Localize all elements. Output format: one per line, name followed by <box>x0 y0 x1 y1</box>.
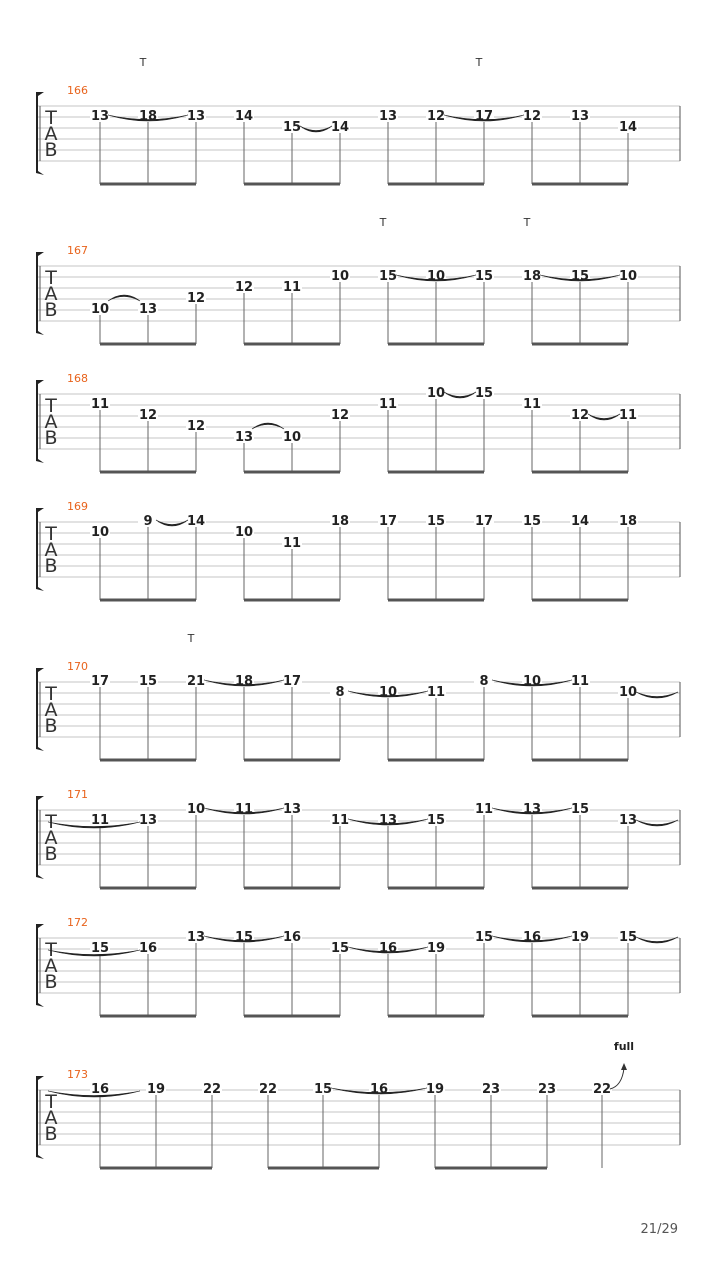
fret-number: 15 <box>570 802 590 817</box>
fret-number: 13 <box>570 109 590 124</box>
tab-clef-t: T <box>45 523 57 545</box>
fret-number: 13 <box>378 813 398 828</box>
fret-number: 14 <box>330 120 350 135</box>
beam <box>532 759 628 762</box>
tab-system <box>36 216 680 346</box>
fret-number: 22 <box>202 1082 222 1097</box>
fret-number: 13 <box>138 302 158 317</box>
beam <box>244 183 340 186</box>
tab-system <box>36 500 680 602</box>
fret-number: 13 <box>90 109 110 124</box>
fret-number: 11 <box>378 397 398 412</box>
beam <box>388 1015 484 1018</box>
fret-number: 15 <box>234 930 254 945</box>
bar-number: 171 <box>67 788 88 801</box>
beam <box>532 471 628 474</box>
fret-number: 14 <box>618 120 638 135</box>
tap-marker: T <box>139 56 147 69</box>
fret-number: 10 <box>522 674 542 689</box>
beam <box>388 343 484 346</box>
fret-number: 14 <box>234 109 254 124</box>
beam <box>244 1015 340 1018</box>
fret-number: 18 <box>618 514 638 529</box>
fret-number: 17 <box>90 674 110 689</box>
beam <box>388 471 484 474</box>
fret-number: 10 <box>330 269 350 284</box>
fret-number: 23 <box>537 1082 557 1097</box>
bar-number: 166 <box>67 84 88 97</box>
fret-number: 13 <box>186 109 206 124</box>
fret-number: 12 <box>570 408 590 423</box>
fret-number: 15 <box>138 674 158 689</box>
page-number: 21/29 <box>640 1222 678 1237</box>
fret-number: 13 <box>138 813 158 828</box>
beam <box>100 887 196 890</box>
beam <box>532 343 628 346</box>
fret-number: 10 <box>426 386 446 401</box>
tab-system <box>36 916 680 1018</box>
fret-number: 11 <box>330 813 350 828</box>
fret-number: 16 <box>90 1082 110 1097</box>
fret-number: 10 <box>282 430 302 445</box>
fret-number: 12 <box>186 291 206 306</box>
tab-clef-b: B <box>44 299 58 321</box>
fret-number: 10 <box>186 802 206 817</box>
tab-clef-b: B <box>44 1123 58 1145</box>
fret-number: 18 <box>522 269 542 284</box>
fret-number: 16 <box>522 930 542 945</box>
tab-clef-t: T <box>45 811 57 833</box>
slur <box>588 414 620 420</box>
slur <box>444 392 476 398</box>
fret-number: 12 <box>138 408 158 423</box>
tap-marker: T <box>523 216 531 229</box>
fret-number: 15 <box>426 813 446 828</box>
fret-number: 15 <box>90 941 110 956</box>
slur <box>252 423 284 429</box>
beam <box>268 1167 379 1170</box>
fret-number: 16 <box>138 941 158 956</box>
fret-number: 8 <box>335 685 345 700</box>
beam <box>100 343 196 346</box>
fret-number: 15 <box>378 269 398 284</box>
fret-number: 12 <box>186 419 206 434</box>
fret-number: 19 <box>146 1082 166 1097</box>
fret-number: 11 <box>618 408 638 423</box>
fret-number: 16 <box>369 1082 389 1097</box>
fret-number: 15 <box>474 269 494 284</box>
beam <box>532 1015 628 1018</box>
fret-number: 10 <box>234 525 254 540</box>
fret-number: 15 <box>426 514 446 529</box>
fret-number: 13 <box>282 802 302 817</box>
tab-system <box>36 1040 680 1170</box>
fret-number: 18 <box>234 674 254 689</box>
tap-marker: T <box>379 216 387 229</box>
bar-number: 168 <box>67 372 88 385</box>
slur <box>300 126 332 132</box>
fret-number: 13 <box>618 813 638 828</box>
tab-clef-a: A <box>44 827 58 849</box>
fret-number: 15 <box>570 269 590 284</box>
beam <box>244 599 340 602</box>
tab-clef-b: B <box>44 971 58 993</box>
tab-system <box>36 56 680 186</box>
tab-clef-b: B <box>44 555 58 577</box>
fret-number: 11 <box>282 536 302 551</box>
fret-number: 10 <box>378 685 398 700</box>
fret-number: 15 <box>522 514 542 529</box>
bend-curve <box>610 1068 624 1089</box>
beam <box>244 471 340 474</box>
slur <box>108 295 140 301</box>
beam <box>100 759 196 762</box>
fret-number: 12 <box>330 408 350 423</box>
fret-number: 11 <box>426 685 446 700</box>
tap-marker: T <box>187 632 195 645</box>
beam <box>100 1015 196 1018</box>
fret-number: 9 <box>143 514 153 529</box>
fret-number: 8 <box>479 674 489 689</box>
beam <box>532 887 628 890</box>
fret-number: 12 <box>234 280 254 295</box>
beam <box>100 183 196 186</box>
bar-number: 167 <box>67 244 88 257</box>
fret-number: 11 <box>90 813 110 828</box>
beam <box>532 599 628 602</box>
fret-number: 16 <box>282 930 302 945</box>
bar-number: 169 <box>67 500 88 513</box>
fret-number: 15 <box>474 930 494 945</box>
beam <box>244 887 340 890</box>
fret-number: 13 <box>186 930 206 945</box>
fret-number: 15 <box>474 386 494 401</box>
tab-clef-b: B <box>44 843 58 865</box>
fret-number: 15 <box>618 930 638 945</box>
fret-number: 19 <box>425 1082 445 1097</box>
fret-number: 13 <box>378 109 398 124</box>
tab-clef-a: A <box>44 539 58 561</box>
fret-number: 17 <box>474 109 494 124</box>
fret-number: 14 <box>186 514 206 529</box>
tab-clef-b: B <box>44 139 58 161</box>
fret-number: 15 <box>330 941 350 956</box>
slur <box>156 520 188 526</box>
beam <box>388 759 484 762</box>
bend-label: full <box>613 1040 635 1053</box>
fret-number: 10 <box>618 685 638 700</box>
bar-number: 173 <box>67 1068 88 1081</box>
fret-number: 17 <box>378 514 398 529</box>
tab-clef-t: T <box>45 107 57 129</box>
tab-clef-a: A <box>44 411 58 433</box>
beam <box>100 471 196 474</box>
fret-number: 10 <box>426 269 446 284</box>
fret-number: 18 <box>330 514 350 529</box>
fret-number: 11 <box>234 802 254 817</box>
beam <box>100 599 196 602</box>
fret-number: 19 <box>426 941 446 956</box>
tab-clef-t: T <box>45 1091 57 1113</box>
tab-clef-b: B <box>44 715 58 737</box>
fret-number: 12 <box>522 109 542 124</box>
beam <box>388 183 484 186</box>
fret-number: 21 <box>186 674 206 689</box>
fret-number: 10 <box>618 269 638 284</box>
fret-number: 11 <box>90 397 110 412</box>
fret-number: 11 <box>570 674 590 689</box>
bar-number: 170 <box>67 660 88 673</box>
fret-number: 17 <box>474 514 494 529</box>
tab-clef-b: B <box>44 427 58 449</box>
beam <box>388 887 484 890</box>
fret-number: 11 <box>474 802 494 817</box>
tap-marker: T <box>475 56 483 69</box>
fret-number: 22 <box>258 1082 278 1097</box>
fret-number: 23 <box>481 1082 501 1097</box>
tab-clef-t: T <box>45 267 57 289</box>
beam <box>435 1167 547 1170</box>
tab-clef-t: T <box>45 683 57 705</box>
fret-number: 10 <box>90 302 110 317</box>
tab-clef-a: A <box>44 699 58 721</box>
tab-clef-t: T <box>45 939 57 961</box>
fret-number: 13 <box>234 430 254 445</box>
tab-system <box>36 632 680 762</box>
fret-number: 12 <box>426 109 446 124</box>
beam <box>244 759 340 762</box>
tab-system <box>36 372 680 474</box>
fret-number: 13 <box>522 802 542 817</box>
fret-number: 11 <box>522 397 542 412</box>
tab-clef-a: A <box>44 955 58 977</box>
bar-number: 172 <box>67 916 88 929</box>
fret-number: 15 <box>313 1082 333 1097</box>
fret-number: 18 <box>138 109 158 124</box>
fret-number: 10 <box>90 525 110 540</box>
fret-number: 22 <box>592 1082 612 1097</box>
tab-system <box>36 788 680 890</box>
tab-clef-a: A <box>44 1107 58 1129</box>
beam <box>100 1167 212 1170</box>
beam <box>532 183 628 186</box>
beam <box>244 343 340 346</box>
beam <box>388 599 484 602</box>
fret-number: 17 <box>282 674 302 689</box>
fret-number: 19 <box>570 930 590 945</box>
fret-number: 14 <box>570 514 590 529</box>
bend-arrow-icon <box>621 1063 627 1070</box>
fret-number: 16 <box>378 941 398 956</box>
fret-number: 15 <box>282 120 302 135</box>
fret-number: 11 <box>282 280 302 295</box>
tab-clef-a: A <box>44 123 58 145</box>
tab-clef-a: A <box>44 283 58 305</box>
tab-clef-t: T <box>45 395 57 417</box>
